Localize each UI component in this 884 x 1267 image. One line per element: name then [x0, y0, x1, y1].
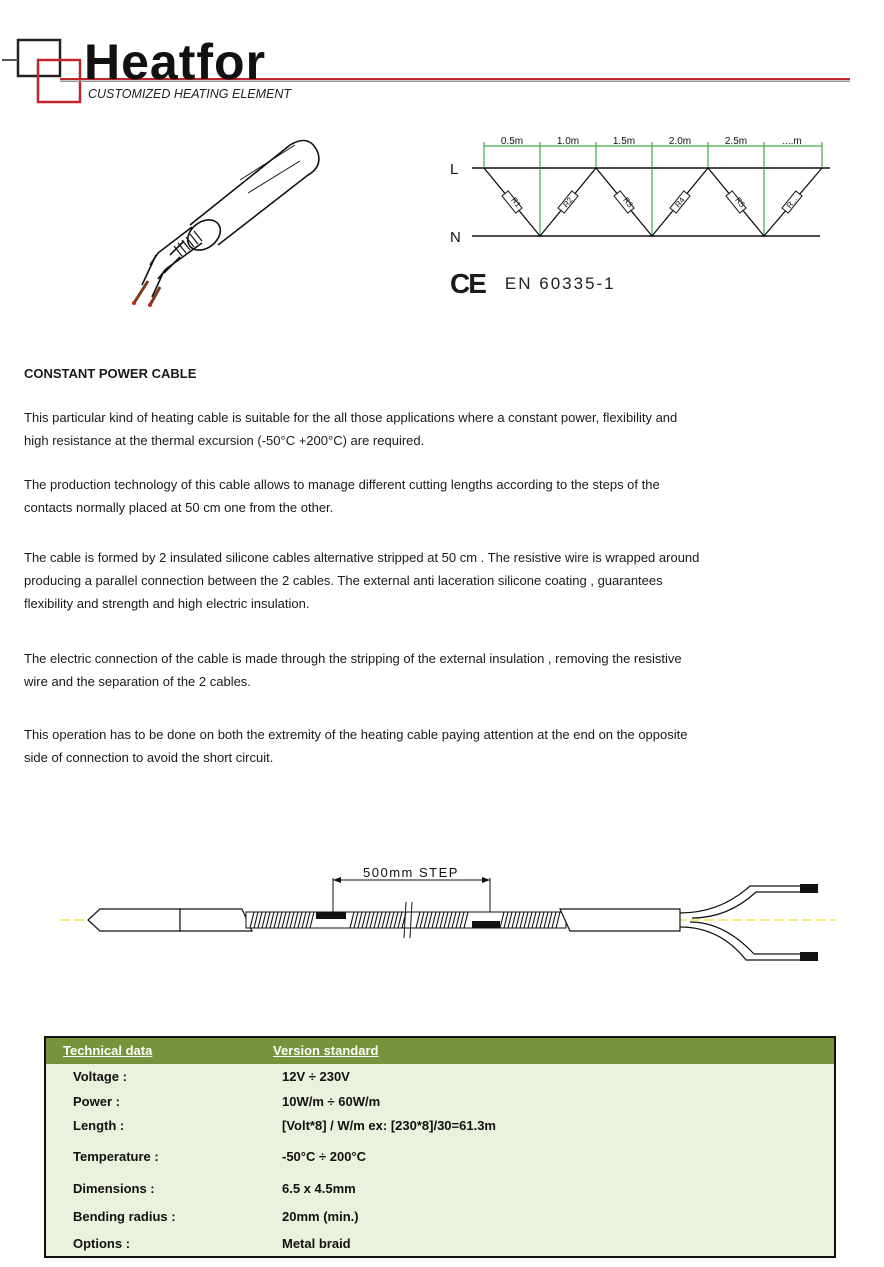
certification	[450, 268, 616, 300]
table-header	[46, 1038, 834, 1064]
segment-label: 1.0m	[556, 136, 580, 147]
row-key: Power :	[73, 1094, 120, 1109]
resistor-label: R1	[509, 195, 523, 210]
segment-label: 2.5m	[724, 136, 748, 147]
segment-label: 2.0m	[668, 136, 692, 147]
paragraph: The electric connection of the cable is made through the stripping of the external insulation , removing the resistive wire and the separation of the 2 cables.	[24, 651, 682, 689]
line-label-l: L	[450, 161, 459, 178]
row-value: Metal braid	[282, 1236, 351, 1251]
ce-mark-icon: CE	[450, 268, 485, 299]
resistor-label: R5	[733, 195, 747, 210]
row-value: 20mm (min.)	[282, 1209, 359, 1224]
row-key: Bending radius :	[73, 1209, 176, 1224]
brand-name: Heatfor	[84, 34, 267, 90]
paragraph: This operation has to be done on both the extremity of the heating cable paying attention at the end on the opposite side of connection to avoid the short circuit.	[24, 727, 688, 765]
brand-logo-mark	[0, 30, 90, 110]
parallel-circuit-diagram	[446, 128, 838, 246]
row-value: -50°C ÷ 200°C	[282, 1149, 367, 1164]
row-key: Length :	[73, 1118, 125, 1133]
resistor-label: R...	[784, 194, 800, 211]
paragraph: The production technology of this cable allows to manage different cutting lengths according to the steps of the contacts normally placed at 50 cm one from the other.	[24, 477, 660, 515]
row-value: 12V ÷ 230V	[282, 1069, 350, 1084]
resistor-label: R4	[673, 195, 687, 210]
row-value: 10W/m ÷ 60W/m	[282, 1094, 381, 1109]
row-key: Voltage :	[73, 1069, 127, 1084]
segment-label: 1.5m	[612, 136, 636, 147]
line-label-n: N	[450, 229, 461, 246]
resistor-label: R3	[621, 195, 635, 210]
row-value: 6.5 x 4.5mm	[282, 1181, 356, 1196]
step-label: 500mm STEP	[363, 865, 459, 880]
row-key: Options :	[73, 1236, 131, 1251]
technical-data-table	[44, 1036, 836, 1258]
section-heading: CONSTANT POWER CABLE	[24, 366, 197, 381]
resistor-label: R2	[561, 195, 575, 210]
row-value: [Volt*8] / W/m ex: [230*8]/30=61.3m	[282, 1118, 496, 1133]
cable-illustration	[120, 135, 330, 315]
cable-step-drawing	[60, 860, 836, 970]
column-header-version-standard: Version standard	[273, 1043, 379, 1058]
row-key: Temperature :	[73, 1149, 159, 1164]
certification-standard: EN 60335-1	[504, 274, 616, 293]
column-header-technical-data: Technical data	[63, 1043, 153, 1058]
paragraph: The cable is formed by 2 insulated silicone cables alternative stripped at 50 cm . The resistive wire is wrapped around producing a parallel connection between the 2 cables. The external anti laceration silicone coating , guarantees flexibility and strength and high electric insulation.	[24, 550, 700, 611]
segment-label: ....m	[782, 136, 802, 147]
segment-label: 0.5m	[500, 136, 524, 147]
paragraph: This particular kind of heating cable is suitable for the all those applications where a constant power, flexibility and high resistance at the thermal excursion (-50°C +200°C) are required.	[24, 410, 678, 448]
brand-tagline: CUSTOMIZED HEATING ELEMENT	[88, 87, 292, 101]
row-key: Dimensions :	[73, 1181, 155, 1196]
